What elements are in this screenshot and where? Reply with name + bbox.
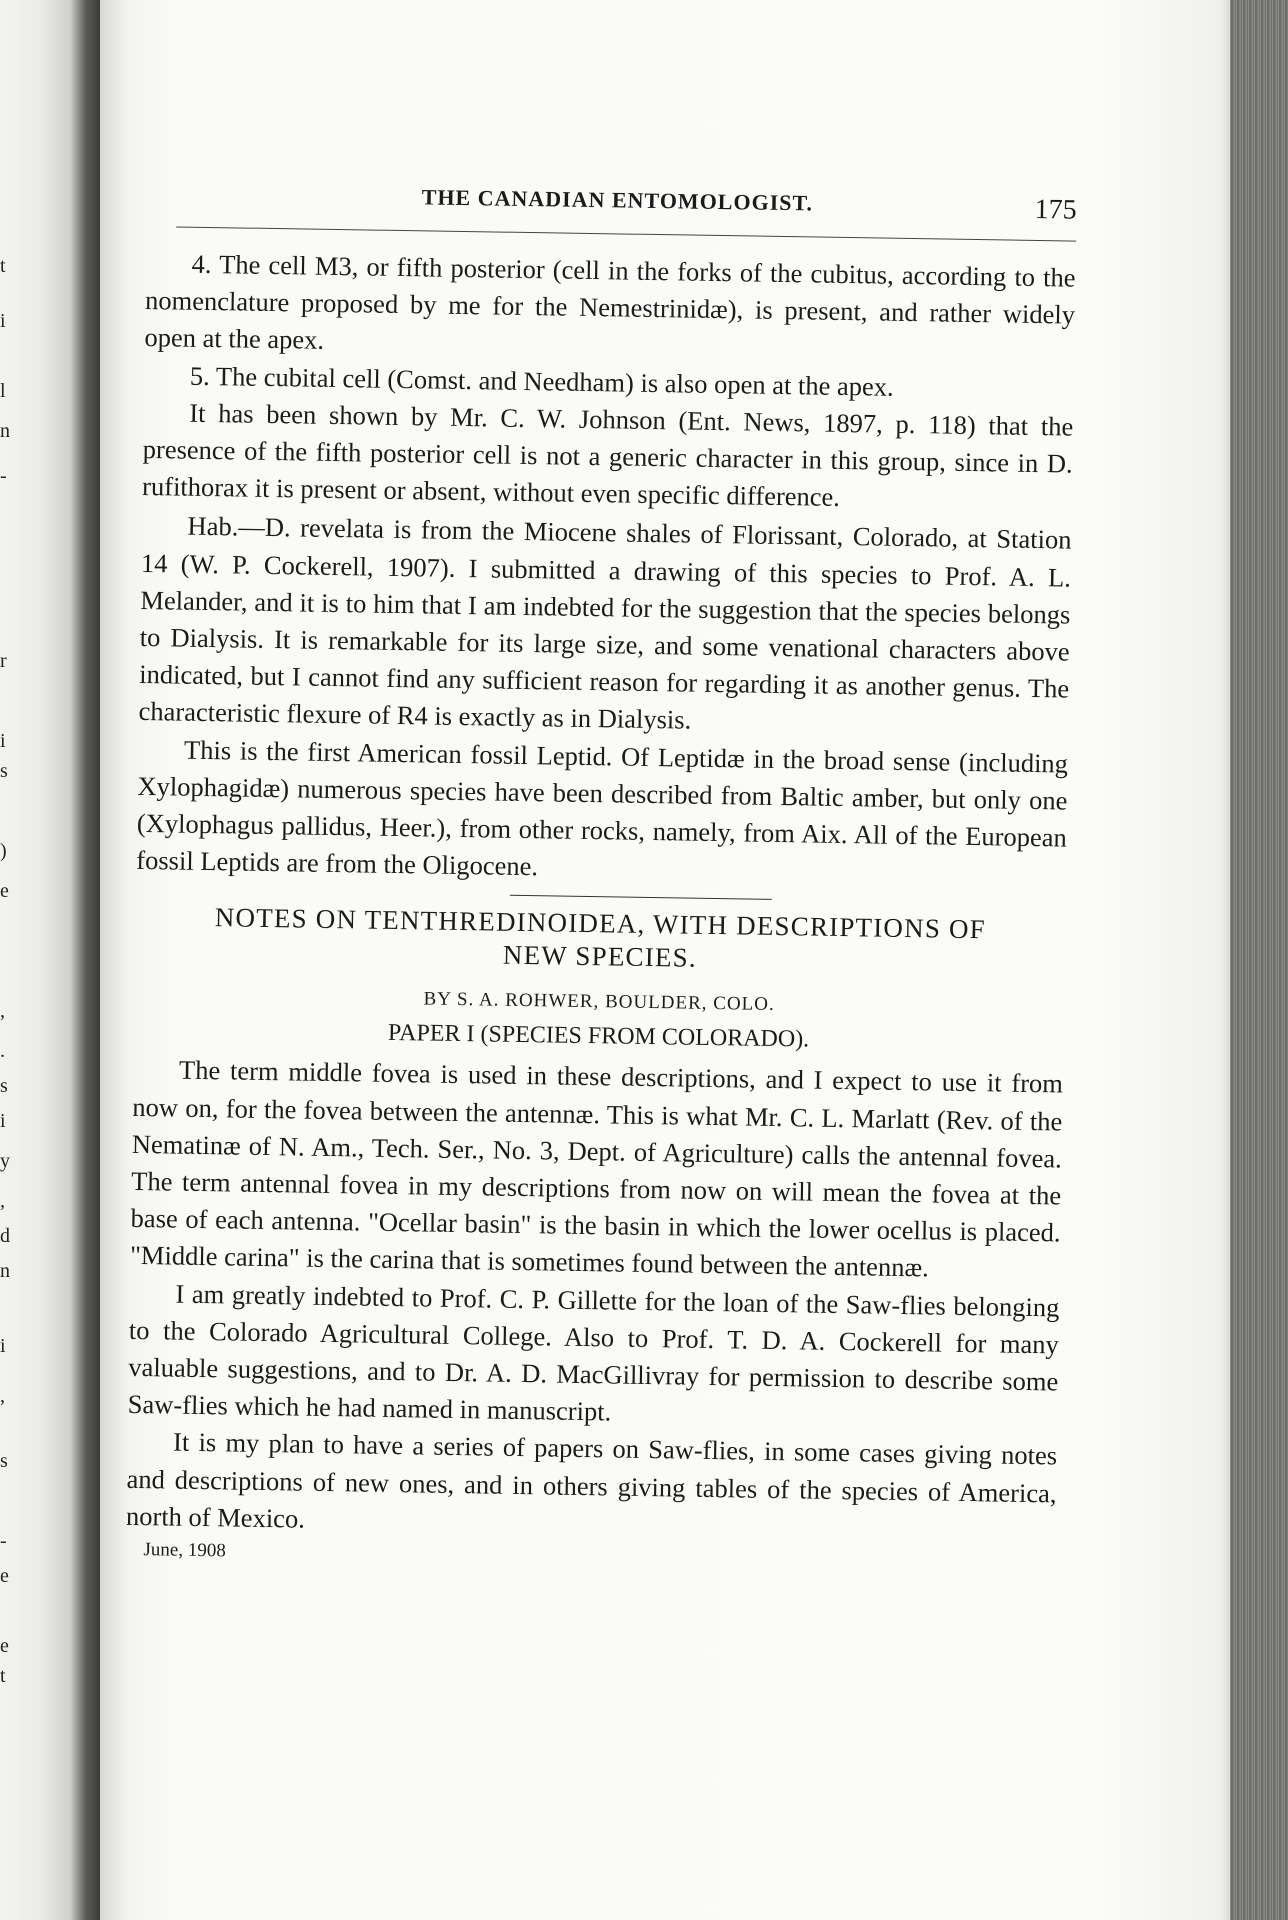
margin-char: n [0,1260,10,1282]
margin-char: y [0,1150,10,1172]
paper-subtitle: PAPER I (SPECIES FROM COLORADO). [387,1020,810,1053]
article-title-line-2: NEW SPECIES. [502,940,698,974]
paragraph-first-leptid: This is the first American fossil Leptid. Of Leptidæ in the broad sense (including Xylophagidæ) numerous species have been described from Baltic amber, but only one (Xylophagus pallidus, Heer.), from other rocks, namely, from Aix. All of the European fossil Leptids are from the Oligocene. [136,734,1069,882]
paragraph-cubital-cell: 5. The cubital cell (Comst. and Needham) is also open at the apex. [189,360,894,402]
margin-char: r [0,650,7,672]
margin-char: e [0,1565,9,1587]
margin-char: ) [0,840,7,862]
margin-char: i [0,730,6,752]
byline: BY S. A. ROHWER, BOULDER, COLO. [423,988,775,1016]
margin-char: , [0,1385,5,1407]
page-content [125,180,1077,1576]
margin-char: s [0,760,8,782]
margin-char: i [0,1110,6,1132]
margin-char: , [0,1190,5,1212]
previous-page-margin-text [0,0,20,1920]
section-divider [510,895,772,900]
margin-char: e [0,880,9,902]
paragraph-terminology: The term middle fovea is used in these descriptions, and I expect to use it from now on, for the fovea between the antennæ. This is what Mr. C. L. Marlatt (Rev. of the Nematinæ of N. Am., Tech. Ser., No. 3, Dept. of Agriculture) calls the antennal fovea. The term antennal fovea in my descriptions from now on will mean the fovea at the base of each antenna. "Ocellar basin" is the basin in which the lower ocellus is placed. "Middle carina" is the carina that is sometimes found between the antennæ. [129,1055,1064,1283]
margin-char: n [0,420,10,442]
paragraph-johnson: It has been shown by Mr. C. W. Johnson (Ent. News, 1897, p. 118) that the presence of the fifth posterior cell is not a generic character in this group, since in D. rufithorax it is present or absent, without even specific difference. [141,397,1074,513]
page-number: 175 [1034,193,1077,226]
issue-date: June, 1908 [143,1539,226,1562]
margin-char: d [0,1225,10,1247]
margin-char: l [0,380,6,402]
paragraph-cell-m3: 4. The cell M3, or fifth posterior (cell in the forks of the cubitus, according to the nomenclature proposed by me for the Nemestrinidæ), is present, and rather widely open at the apex. [144,248,1076,356]
margin-char: i [0,310,6,332]
paragraph-habitat: Hab.—D. revelata is from the Miocene shales of Florissant, Colorado, at Station 14 (W. P. Cockerell, 1907). I submitted a drawing of this species to Prof. A. L. Melander, and it is to him that I am indebted for the suggestion that the species belongs to Dialysis. It is remarkable for its large size, and some venational characters above indicated, but I cannot find any sufficient reason for regarding it as another genus. The characteristic flexure of R4 is exactly as in Dialysis. [138,511,1072,736]
running-title: THE CANADIAN ENTOMOLOGIST. [421,184,814,216]
page-stack-edge [1230,0,1288,1920]
paragraph-acknowledgements: I am greatly indebted to Prof. C. P. Gillette for the loan of the Saw-flies belonging to the Colorado Agricultural College. Also to Prof. T. D. A. Cockerell for many valuable suggestions, and to Dr. A. D. MacGillivray for permission to describe some Saw-flies which he had named in manuscript. [127,1278,1060,1427]
paragraph-plan: It is my plan to have a series of papers on Saw-flies, in some cases giving notes and descriptions of new ones, and in others giving tables of the species of America, north of Mexico. [125,1427,1058,1534]
margin-char: - [0,1530,7,1552]
margin-char: t [0,255,6,277]
article-title-line-1: NOTES ON TENTHREDINOIDEA, WITH DESCRIPTIONS OF [214,902,987,945]
margin-char: - [0,465,7,487]
margin-char: , [0,1000,5,1022]
article-title [135,900,1066,981]
margin-char: t [0,1665,6,1687]
margin-char: . [0,1040,5,1062]
margin-char: s [0,1450,8,1472]
margin-char: s [0,1075,8,1097]
margin-char: e [0,1635,9,1657]
margin-char: i [0,1335,6,1357]
